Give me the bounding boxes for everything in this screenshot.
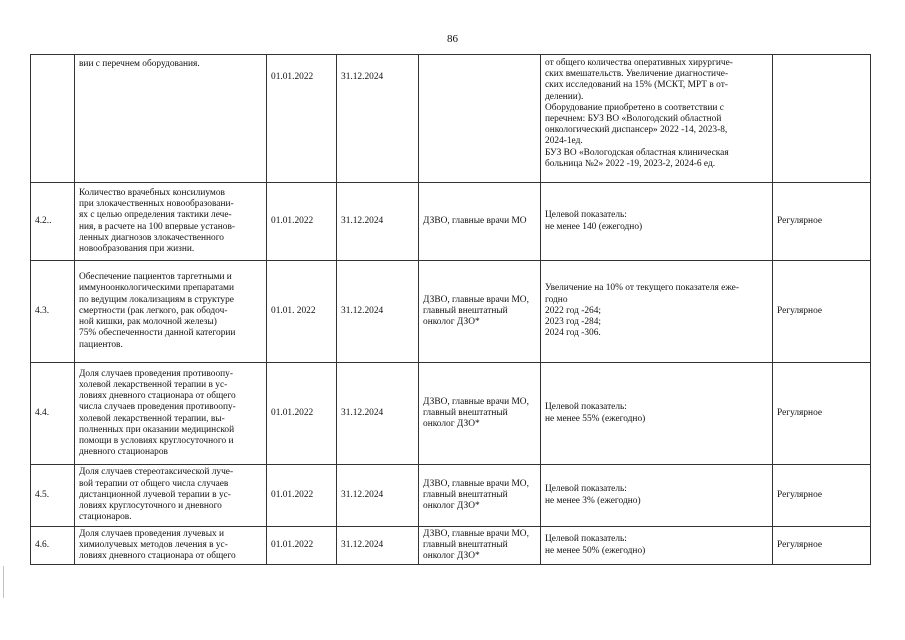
executor: [419, 527, 541, 565]
measure-type: Регулярное: [773, 465, 871, 527]
measure-name-line: смертности (рак легкого, рак ободоч-: [79, 305, 228, 316]
scan-margin-mark: [3, 566, 10, 598]
expected-result-line: Целевой показатель:: [545, 534, 627, 545]
measure-name: [75, 465, 267, 527]
executor-line: ДЗВО, главные врачи МО,: [423, 396, 529, 407]
end-date: 31.12.2024: [337, 465, 419, 527]
measure-type: Регулярное: [773, 527, 871, 565]
measure-name-line: холевой лекарственной терапии в ус-: [79, 379, 228, 390]
measure-name-line: иммуноонкологическими препаратами: [79, 283, 234, 294]
start-date: 01.01.2022: [267, 527, 337, 565]
expected-result-line: 2024 год -306.: [545, 328, 601, 339]
expected-result-line: онкологический диспансер» 2022 -14, 2023-8,: [545, 125, 728, 136]
expected-result: [541, 527, 773, 565]
expected-result-line: не менее 50% (ежегодно): [545, 545, 646, 556]
measure-name-line: ях с целью определения тактики лече-: [79, 210, 232, 221]
end-date: 31.12.2024: [337, 261, 419, 363]
executor-line: ДЗВО, главные врачи МО,: [423, 528, 529, 539]
measure-name-line: вой терапии от общего числа случаев: [79, 478, 229, 489]
expected-result-line: от общего количества оперативных хирургиче-: [545, 58, 733, 68]
executor: [419, 261, 541, 363]
measure-type: Регулярное: [773, 363, 871, 465]
measure-name-line: ной кишки, рак молочной железы): [79, 317, 217, 328]
item-number: 4.6.: [31, 527, 75, 565]
measures-table: [30, 54, 871, 565]
executor-line: онколог ДЗО*: [423, 551, 480, 562]
end-date: 31.12.2024: [337, 363, 419, 465]
table-row: [31, 363, 871, 465]
start-date: 01.01.2022: [267, 55, 337, 183]
executor-line: онколог ДЗО*: [423, 419, 480, 430]
measure-name-line: по ведущим локализациям в структуре: [79, 294, 234, 305]
expected-result-line: ских исследований на 15% (МСКТ, МРТ в от-: [545, 80, 728, 91]
expected-result-line: Увеличение на 10% от текущего показателя еже-: [545, 283, 739, 294]
measure-name-line: стационаров.: [79, 512, 132, 523]
expected-result: [541, 261, 773, 363]
measure-name-line: вии с перечнем оборудования.: [79, 59, 200, 69]
expected-result-line: ских вмешательств. Увеличение диагностиче-: [545, 69, 729, 80]
executor: [419, 55, 541, 183]
measure-name-line: ловиях дневного стационара от общего: [79, 551, 236, 562]
executor-line: ДЗВО, главные врачи МО,: [423, 478, 529, 489]
measure-name-line: ловиях дневного стационара от общего: [79, 391, 236, 402]
measure-type: [773, 55, 871, 183]
measure-name-line: Количество врачебных консилиумов: [79, 187, 225, 198]
measure-name: [75, 363, 267, 465]
executor: [419, 363, 541, 465]
executor-line: онколог ДЗО*: [423, 317, 480, 328]
measure-name-line: 75% обеспеченности данной категории: [79, 328, 236, 339]
measure-name-line: ния, в расчете на 100 впервые установ-: [79, 221, 236, 232]
expected-result: [541, 363, 773, 465]
measure-name-line: числа случаев проведения противоопу-: [79, 402, 236, 413]
expected-result-line: делении).: [545, 91, 584, 102]
measure-name-line: полненных при оказании медицинской: [79, 424, 235, 435]
measure-name-line: ловиях круглосуточного и дневного: [79, 501, 222, 512]
start-date: 01.01. 2022: [267, 261, 337, 363]
measure-name-line: Доля случаев стереотаксической луче-: [79, 467, 234, 478]
measure-type: Регулярное: [773, 261, 871, 363]
expected-result-line: Целевой показатель:: [545, 210, 627, 221]
item-number: 4.2..: [31, 183, 75, 261]
page-number: 86: [447, 33, 458, 45]
expected-result-line: Оборудование приобретено в соответствии с: [545, 102, 724, 113]
start-date: 01.01.2022: [267, 465, 337, 527]
expected-result-line: больница №2» 2022 -19, 2023-2, 2024-6 ед.: [545, 158, 716, 169]
measure-type: Регулярное: [773, 183, 871, 261]
executor: [419, 183, 541, 261]
measure-name-line: холевой лекарственной терапии, вы-: [79, 413, 225, 424]
expected-result-line: не менее 3% (ежегодно): [545, 495, 641, 506]
measure-name-line: дистанционной лучевой терапии в ус-: [79, 489, 231, 500]
expected-result: [541, 55, 773, 183]
measure-name-line: химиолучевых методов лечения в ус-: [79, 539, 228, 550]
measure-name: [75, 183, 267, 261]
expected-result-line: не менее 140 (ежегодно): [545, 221, 643, 232]
expected-result-line: годно: [545, 294, 568, 305]
measure-name-line: пациентов.: [79, 339, 123, 350]
measure-name-line: помощи в условиях круглосуточного и: [79, 435, 234, 446]
item-number: [31, 55, 75, 183]
expected-result-line: 2023 год -284;: [545, 317, 602, 328]
expected-result: [541, 183, 773, 261]
executor: [419, 465, 541, 527]
executor-line: главный внештатный: [423, 539, 508, 550]
measure-name-line: Доля случаев проведения лучевых и: [79, 528, 225, 539]
end-date: 31.12.2024: [337, 183, 419, 261]
measure-name-line: при злокачественных новообразовани-: [79, 199, 234, 210]
measure-name-line: ленных диагнозов злокачественного: [79, 232, 224, 243]
executor-line: ДЗВО, главные врачи МО: [423, 215, 527, 226]
measure-name-line: Обеспечение пациентов таргетными и: [79, 272, 232, 283]
expected-result-line: Целевой показатель:: [545, 402, 627, 413]
measure-name-line: Доля случаев проведения противоопу-: [79, 368, 233, 379]
expected-result-line: Целевой показатель:: [545, 484, 627, 495]
executor-line: главный внештатный: [423, 305, 508, 316]
start-date: 01.01.2022: [267, 183, 337, 261]
table-row: [31, 55, 871, 183]
end-date: 31.12.2024: [337, 55, 419, 183]
executor-line: главный внештатный: [423, 407, 508, 418]
executor-line: онколог ДЗО*: [423, 501, 480, 512]
table-row: [31, 261, 871, 363]
item-number: 4.5.: [31, 465, 75, 527]
measure-name: [75, 55, 267, 183]
expected-result: [541, 465, 773, 527]
start-date: 01.01.2022: [267, 363, 337, 465]
expected-result-line: БУЗ ВО «Вологодская областная клиническая: [545, 147, 729, 158]
executor-line: главный внештатный: [423, 489, 508, 500]
table-row: [31, 183, 871, 261]
table-row: [31, 527, 871, 565]
expected-result-line: 2022 год -264;: [545, 305, 602, 316]
measure-name: [75, 527, 267, 565]
table-row: [31, 465, 871, 527]
measure-name: [75, 261, 267, 363]
expected-result-line: 2024-1ед.: [545, 136, 583, 147]
item-number: 4.3.: [31, 261, 75, 363]
executor-line: ДЗВО, главные врачи МО,: [423, 294, 529, 305]
expected-result-line: не менее 55% (ежегодно): [545, 413, 646, 424]
item-number: 4.4.: [31, 363, 75, 465]
end-date: 31.12.2024: [337, 527, 419, 565]
measure-name-line: новообразования при жизни.: [79, 243, 195, 254]
measure-name-line: дневного стационаров: [79, 447, 168, 458]
expected-result-line: перечнем: БУЗ ВО «Вологодский областной: [545, 114, 722, 125]
